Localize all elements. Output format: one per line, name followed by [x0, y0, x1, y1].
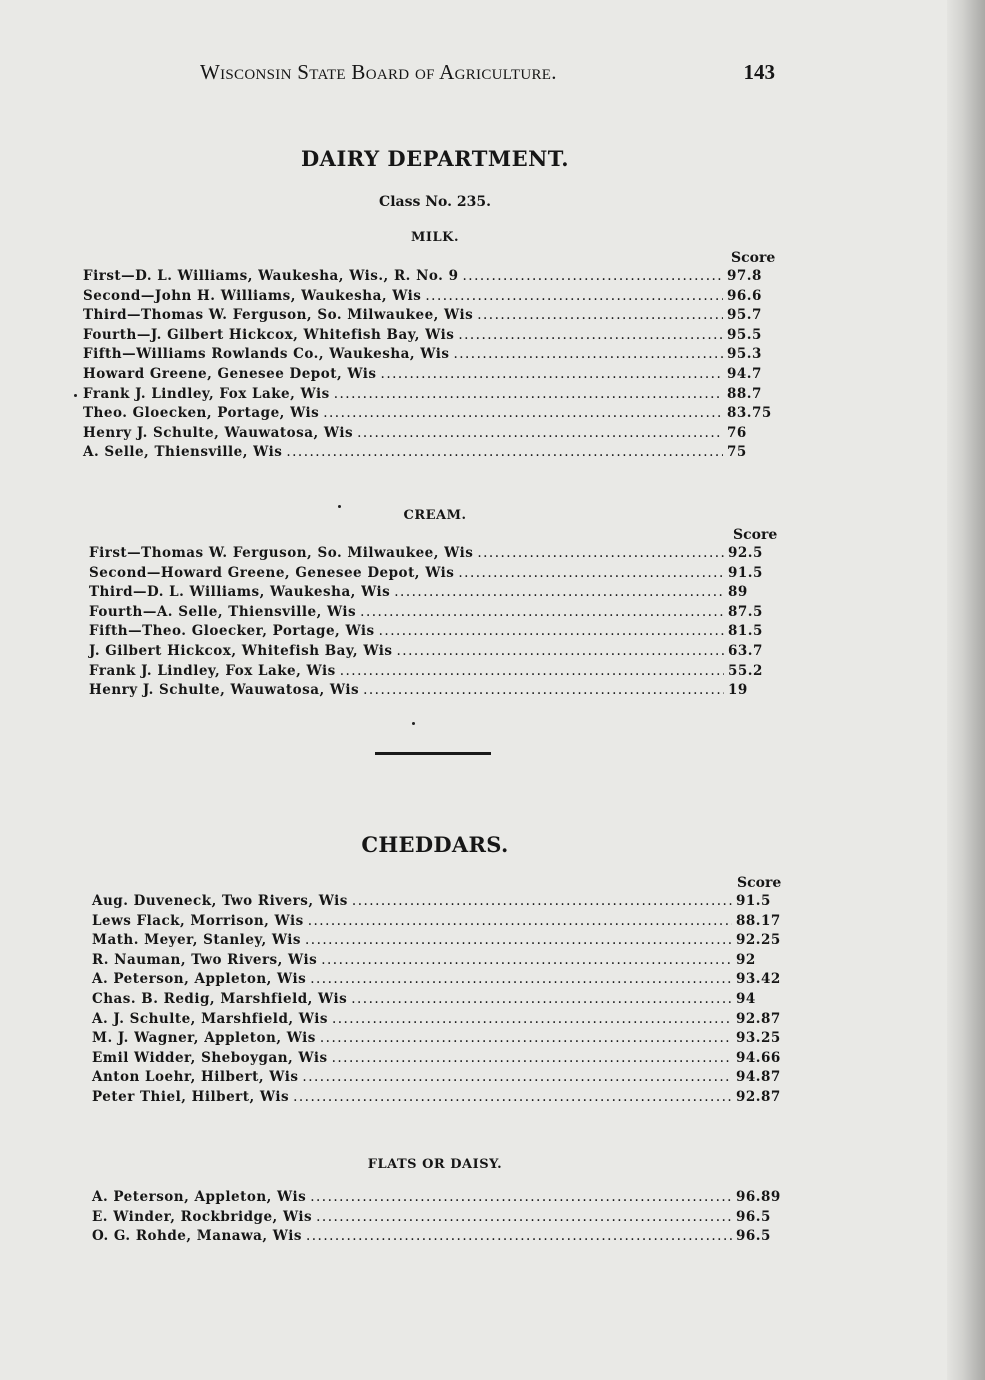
margin-mark	[74, 394, 77, 397]
list-item	[92, 1069, 792, 1089]
entry-name: A. Peterson, Appleton, Wis	[92, 971, 307, 988]
entry-score: 76	[727, 424, 747, 441]
cheddars-score-header: Score	[737, 875, 782, 891]
dot-leader	[286, 444, 723, 460]
entry-name: O. G. Rohde, Manawa, Wis	[92, 1228, 302, 1245]
entry-name: Peter Thiel, Hilbert, Wis	[92, 1088, 290, 1105]
entry-score: 75	[727, 444, 747, 461]
running-head-title: Wisconsin State Board of Agriculture.	[200, 60, 557, 84]
entry-name: Lews Flack, Morrison, Wis	[92, 912, 304, 929]
cheddars-section-title: CHEDDARS.	[361, 832, 509, 857]
list-item	[92, 1209, 792, 1229]
dot-leader	[425, 288, 723, 304]
entry-name: Chas. B. Redig, Marshfield, Wis	[92, 990, 348, 1007]
dot-leader	[357, 425, 723, 441]
department-title: DAIRY DEPARTMENT.	[300, 146, 570, 171]
list-item	[92, 971, 792, 991]
list-item	[89, 604, 784, 624]
entry-score: 96.5	[736, 1228, 771, 1245]
dot-leader	[379, 623, 724, 639]
list-item	[83, 444, 783, 464]
list-item	[92, 1050, 792, 1070]
list-item	[89, 545, 784, 565]
entry-name: M. J. Wagner, Appleton, Wis	[92, 1030, 316, 1047]
list-item	[89, 584, 784, 604]
dot-leader	[458, 327, 723, 343]
entry-score: 92.87	[736, 1088, 781, 1105]
entry-score: 92	[736, 951, 756, 968]
dot-leader	[332, 1011, 732, 1027]
milk-list	[83, 268, 783, 464]
entry-name: Third—Thomas W. Ferguson, So. Milwaukee, Wis	[83, 307, 474, 324]
list-item	[92, 952, 792, 972]
entry-name: Anton Loehr, Hilbert, Wis	[92, 1069, 299, 1086]
list-item	[92, 1030, 792, 1050]
entry-score: 91.5	[728, 564, 763, 581]
entry-score: 93.42	[736, 971, 781, 988]
entry-name: A. Selle, Thiensville, Wis	[83, 444, 283, 461]
dot-leader	[306, 1228, 732, 1244]
entry-score: 89	[728, 584, 748, 601]
milk-section-title: MILK.	[411, 230, 459, 245]
entry-name: Fifth—Williams Rowlands Co., Waukesha, Wis	[83, 346, 450, 363]
list-item	[83, 307, 783, 327]
dot-leader	[340, 663, 724, 679]
dot-leader	[305, 932, 732, 948]
dot-leader	[316, 1209, 732, 1225]
list-item	[92, 913, 792, 933]
dot-leader	[396, 643, 724, 659]
cream-score-header: Score	[733, 527, 778, 543]
list-item	[83, 425, 783, 445]
list-item	[83, 405, 783, 425]
entry-name: Henry J. Schulte, Wauwatosa, Wis	[89, 682, 360, 699]
entry-score: 94.66	[736, 1049, 781, 1066]
entry-name: First—D. L. Williams, Waukesha, Wis., R. No. 9	[83, 268, 459, 284]
entry-name: Third—D. L. Williams, Waukesha, Wis	[89, 584, 391, 601]
page-edge	[947, 0, 985, 1380]
dot-leader	[458, 565, 724, 581]
section-rule	[375, 752, 491, 755]
page-number: 143	[743, 60, 775, 84]
dot-leader	[351, 991, 732, 1007]
entry-score: 63.7	[728, 642, 763, 659]
entry-name: Math. Meyer, Stanley, Wis	[92, 932, 302, 949]
dot-leader	[293, 1089, 732, 1105]
dot-leader	[321, 952, 732, 968]
milk-score-header: Score	[731, 250, 776, 266]
entry-score: 95.7	[727, 307, 762, 324]
dot-leader	[477, 307, 723, 323]
list-item	[83, 366, 783, 386]
margin-mark	[412, 722, 415, 725]
list-item	[89, 623, 784, 643]
dot-leader	[302, 1069, 732, 1085]
list-item	[92, 1089, 792, 1109]
entry-name: A. Peterson, Appleton, Wis	[92, 1189, 307, 1205]
entry-name: Frank J. Lindley, Fox Lake, Wis	[83, 385, 330, 402]
entry-score: 93.25	[736, 1030, 781, 1047]
dot-leader	[310, 1189, 732, 1205]
list-item	[92, 991, 792, 1011]
entry-score: 55.2	[728, 662, 763, 679]
entry-name: Aug. Duveneck, Two Rivers, Wis	[92, 893, 348, 909]
list-item	[92, 1011, 792, 1031]
flats-list	[92, 1189, 792, 1248]
entry-name: Emil Widder, Sheboygan, Wis	[92, 1049, 328, 1066]
list-item	[89, 663, 784, 683]
entry-name: R. Nauman, Two Rivers, Wis	[92, 951, 318, 968]
entry-score: 88.7	[727, 385, 762, 402]
dot-leader	[477, 545, 724, 561]
entry-name: E. Winder, Rockbridge, Wis	[92, 1208, 313, 1225]
dot-leader	[352, 893, 732, 909]
entry-score: 96.6	[727, 287, 762, 304]
list-item	[89, 682, 784, 702]
entry-score: 94.87	[736, 1069, 781, 1086]
entry-name: Fourth—J. Gilbert Hickcox, Whitefish Bay, Wis	[83, 326, 455, 343]
list-item	[92, 932, 792, 952]
entry-score: 92.25	[736, 932, 781, 949]
entry-name: Fourth—A. Selle, Thiensville, Wis	[89, 603, 357, 620]
cheddars-list	[92, 893, 792, 1109]
dot-leader	[363, 682, 724, 698]
dot-leader	[320, 1030, 732, 1046]
entry-name: Howard Greene, Genesee Depot, Wis	[83, 365, 377, 382]
entry-score: 96.5	[736, 1208, 771, 1225]
running-head	[200, 60, 775, 90]
dot-leader	[381, 366, 723, 382]
dot-leader	[310, 971, 732, 987]
dot-leader	[308, 913, 732, 929]
entry-name: Second—John H. Williams, Waukesha, Wis	[83, 287, 422, 304]
entry-name: Henry J. Schulte, Wauwatosa, Wis	[83, 424, 354, 441]
list-item	[89, 565, 784, 585]
cream-section-title: CREAM.	[403, 508, 467, 523]
entry-score: 83.75	[727, 405, 772, 422]
list-item	[83, 268, 783, 288]
entry-name: Frank J. Lindley, Fox Lake, Wis	[89, 662, 336, 679]
entry-score: 81.5	[728, 623, 763, 640]
entry-name: Theo. Gloecken, Portage, Wis	[83, 405, 320, 422]
list-item	[83, 327, 783, 347]
entry-name: Fifth—Theo. Gloecker, Portage, Wis	[89, 623, 375, 640]
dot-leader	[462, 268, 723, 284]
cream-list	[89, 545, 784, 702]
entry-score: 92.87	[736, 1010, 781, 1027]
list-item	[83, 386, 783, 406]
entry-score: 92.5	[728, 545, 763, 561]
dot-leader	[332, 1050, 732, 1066]
entry-score: 88.17	[736, 912, 781, 929]
list-item	[92, 893, 792, 913]
list-item	[92, 1228, 792, 1248]
dot-leader	[360, 604, 724, 620]
list-item	[89, 643, 784, 663]
entry-score: 95.5	[727, 326, 762, 343]
entry-score: 91.5	[736, 893, 771, 909]
entry-score: 96.89	[736, 1189, 781, 1205]
entry-score: 94.7	[727, 365, 762, 382]
entry-score: 97.8	[727, 268, 762, 284]
list-item	[92, 1189, 792, 1209]
dot-leader	[334, 386, 723, 402]
entry-name: First—Thomas W. Ferguson, So. Milwaukee, Wis	[89, 545, 474, 561]
margin-mark	[338, 505, 341, 508]
list-item	[83, 288, 783, 308]
dot-leader	[453, 346, 723, 362]
dot-leader	[394, 584, 724, 600]
entry-score: 95.3	[727, 346, 762, 363]
entry-score: 94	[736, 990, 756, 1007]
entry-score: 87.5	[728, 603, 763, 620]
dot-leader	[323, 405, 723, 421]
entry-name: J. Gilbert Hickcox, Whitefish Bay, Wis	[89, 642, 393, 659]
entry-name: A. J. Schulte, Marshfield, Wis	[92, 1010, 328, 1027]
list-item	[83, 346, 783, 366]
entry-score: 19	[728, 682, 748, 699]
class-label: Class No. 235.	[379, 194, 491, 210]
flats-section-title: FLATS OR DAISY.	[367, 1157, 503, 1172]
entry-name: Second—Howard Greene, Genesee Depot, Wis	[89, 564, 455, 581]
